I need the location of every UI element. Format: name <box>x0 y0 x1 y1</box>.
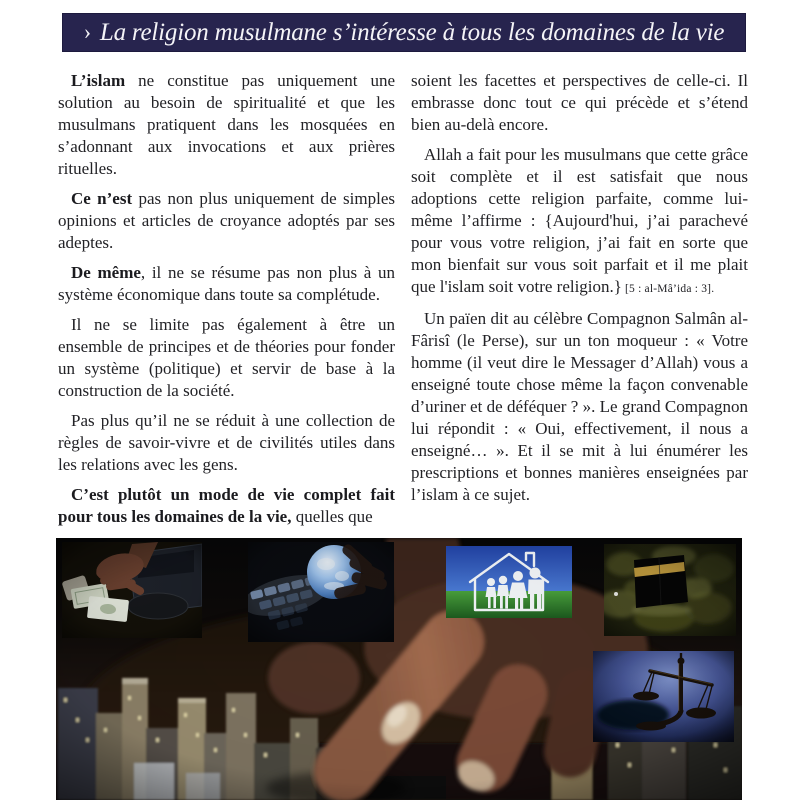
chevron-icon: › <box>83 18 91 44</box>
column-left <box>58 70 395 532</box>
paragraph <box>411 144 748 300</box>
paragraph <box>411 70 748 136</box>
paragraph-lead: L’islam <box>71 71 126 90</box>
paragraph-text: Il ne se limite pas également à être un ensemble de principes et de théories pour fonder un système (politique) et servir de base à la construction de la société. <box>58 315 395 400</box>
column-right <box>411 70 748 532</box>
paragraph-text: soient les facettes et perspectives de celle-ci. Il embrasse donc tout ce qui précède et s’étend bien au-delà encore. <box>411 71 748 134</box>
paragraph-text: Allah a fait pour les musulmans que cette grâce soit complète et il est satisfait que nous adoptions cette religion parfaite, comme lui-même l’affirme : {Aujourd'hui, j’ai parachevé pour vous votre religion, j’ai fait en sorte que mon bienfait sur vous soit parfait et il me plait que l'islam soit votre religion.} <box>411 145 748 296</box>
paragraph <box>58 262 395 306</box>
paragraph-text: Un païen dit au célèbre Compagnon Salmân al-Fârisî (le Perse), sur un ton moqueur : « Votre homme (il veut dire le Messager d’Allah) vous a enseigné toute chose même la façon convenable d’uriner et de déféquer ? ». Le grand Compagnon lui répondit : « Oui, effectivement, il nous a enseigné… ». Et il se mit à lui énumérer les prescriptions et bonnes manières enseignées par l’islam à ce sujet. <box>411 309 748 504</box>
paragraph <box>411 308 748 506</box>
paragraph-text: pas non plus uniquement de simples opinions et articles de croyance adoptés par ses adeptes. <box>58 189 395 252</box>
paragraph-lead: De même <box>71 263 141 282</box>
paragraph <box>58 410 395 476</box>
paragraph <box>58 70 395 180</box>
montage-graphic <box>56 538 742 800</box>
paragraph-lead: Ce n’est <box>71 189 133 208</box>
paragraph-text: ne constitue pas uniquement une solution au besoin de spiritualité et que les musulmans pratiquent dans les mosquées en s’adonnant aux invocations et aux prières rituelles. <box>58 71 395 178</box>
page-title: La religion musulmane s’intéresse à tous les domaines de la vie <box>99 18 725 46</box>
paragraph-text: quelles que <box>291 507 373 526</box>
verse-reference: [5 : al-Mâ’ida : 3]. <box>621 283 715 295</box>
paragraph-text: , il ne se résume pas non plus à un système économique dans toute sa complétude. <box>58 263 395 304</box>
paragraph-text: Pas plus qu’il ne se réduit à une collection de règles de savoir-vivre et de civilités utiles dans les relations avec les gens. <box>58 411 395 474</box>
text-columns <box>58 70 748 532</box>
photo-montage <box>56 538 742 800</box>
chapter-title-banner <box>62 13 746 52</box>
paragraph <box>58 314 395 402</box>
paragraph <box>58 484 395 528</box>
paragraph-lead: C’est plutôt un mode de vie complet fait pour tous les domaines de la vie, <box>58 485 395 526</box>
paragraph <box>58 188 395 254</box>
montage-vignette <box>56 538 742 800</box>
